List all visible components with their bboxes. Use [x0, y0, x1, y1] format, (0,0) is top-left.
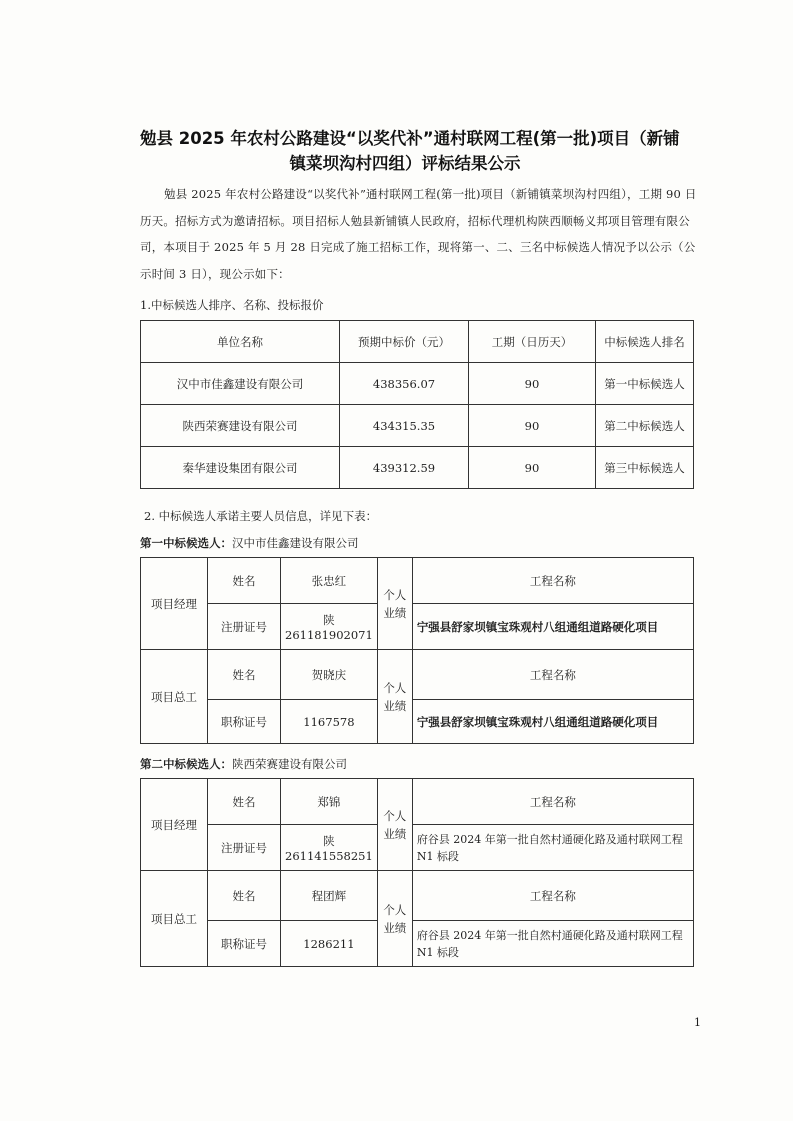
document-title [140, 126, 700, 176]
name-value: 郑锦 [281, 779, 378, 825]
cert-label: 职称证号 [208, 921, 281, 967]
header-rank: 中标候选人排名 [596, 321, 694, 363]
cell-rank: 第三中标候选人 [596, 447, 694, 489]
cell-price: 439312.59 [340, 447, 469, 489]
header-company: 单位名称 [141, 321, 340, 363]
page-number: 1 [694, 1016, 701, 1029]
role-cell: 项目总工 [141, 871, 208, 967]
performance-label: 个人业绩 [377, 558, 412, 650]
cert-label: 注册证号 [208, 604, 281, 650]
project-header: 工程名称 [412, 650, 693, 700]
cert-value: 1167578 [281, 700, 378, 744]
cell-company: 陕西荣赛建设有限公司 [141, 405, 340, 447]
name-label: 姓名 [208, 650, 281, 700]
header-duration: 工期（日历天） [469, 321, 596, 363]
role-cell: 项目经理 [141, 558, 208, 650]
section-1-heading: 1.中标候选人排序、名称、投标报价 [140, 298, 324, 312]
cell-rank: 第二中标候选人 [596, 405, 694, 447]
table-row [141, 363, 694, 405]
cert-value: 1286211 [281, 921, 378, 967]
table-row [141, 447, 694, 489]
name-value: 程团辉 [281, 871, 378, 921]
candidate-2-company: 陕西荣赛建设有限公司 [232, 757, 347, 771]
cert-label: 职称证号 [208, 700, 281, 744]
project-header: 工程名称 [412, 871, 693, 921]
intro-text: 勉县 2025 年农村公路建设“以奖代补”通村联网工程(第一批)项目（新铺镇菜坝沟村四组），工期 90 日历天。招标方式为邀请招标。项目招标人勉县新铺镇人民政府，招标代理机构陕西顺畅义邦项目管理有限公司，本项目于 2025 年 5 月 28 日完成了施工招标工作，现将第一、二、三名中标候选人情况予以公示（公示时间 3 日），现公示如下： [140, 187, 697, 281]
bid-ranking-table [140, 320, 694, 489]
project-name: 府谷县 2024 年第一批自然村通硬化路及通村联网工程 N1 标段 [412, 825, 693, 871]
project-name: 宁强县舒家坝镇宝珠观村八组通组道路硬化项目 [412, 700, 693, 744]
cell-company: 汉中市佳鑫建设有限公司 [141, 363, 340, 405]
cell-price: 434315.35 [340, 405, 469, 447]
performance-label: 个人业绩 [377, 779, 412, 871]
section-2-heading: 2. 中标候选人承诺主要人员信息，详见下表： [144, 509, 378, 523]
candidate-1-heading [140, 534, 359, 552]
performance-label: 个人业绩 [377, 871, 412, 967]
name-value: 贺晓庆 [281, 650, 378, 700]
cell-price: 438356.07 [340, 363, 469, 405]
cert-value: 陕 261181902071 [281, 604, 378, 650]
cell-duration: 90 [469, 363, 596, 405]
cert-value: 陕 261141558251 [281, 825, 378, 871]
candidate-1-personnel-table [140, 557, 694, 744]
name-label: 姓名 [208, 871, 281, 921]
cell-rank: 第一中标候选人 [596, 363, 694, 405]
candidate-2-label: 第二中标候选人： [140, 757, 232, 771]
title-line-1: 勉县 2025 年农村公路建设“以奖代补”通村联网工程(第一批)项目（新铺 [140, 129, 680, 148]
title-line-2: 镇菜坝沟村四组）评标结果公示 [289, 154, 521, 173]
role-cell: 项目经理 [141, 779, 208, 871]
project-name: 府谷县 2024 年第一批自然村通硬化路及通村联网工程 N1 标段 [412, 921, 693, 967]
project-header: 工程名称 [412, 558, 693, 604]
candidate-2-heading [140, 755, 347, 773]
name-label: 姓名 [208, 558, 281, 604]
project-name: 宁强县舒家坝镇宝珠观村八组通组道路硬化项目 [412, 604, 693, 650]
table-row [141, 405, 694, 447]
candidate-1-company: 汉中市佳鑫建设有限公司 [232, 536, 359, 550]
name-value: 张忠红 [281, 558, 378, 604]
table-header-row [141, 321, 694, 363]
intro-paragraph [140, 181, 700, 287]
candidate-2-personnel-table [140, 778, 694, 967]
role-cell: 项目总工 [141, 650, 208, 744]
name-label: 姓名 [208, 779, 281, 825]
cell-duration: 90 [469, 447, 596, 489]
cell-company: 秦华建设集团有限公司 [141, 447, 340, 489]
header-price: 预期中标价（元） [340, 321, 469, 363]
candidate-1-label: 第一中标候选人： [140, 536, 232, 550]
project-header: 工程名称 [412, 779, 693, 825]
cell-duration: 90 [469, 405, 596, 447]
performance-label: 个人业绩 [377, 650, 412, 744]
cert-label: 注册证号 [208, 825, 281, 871]
